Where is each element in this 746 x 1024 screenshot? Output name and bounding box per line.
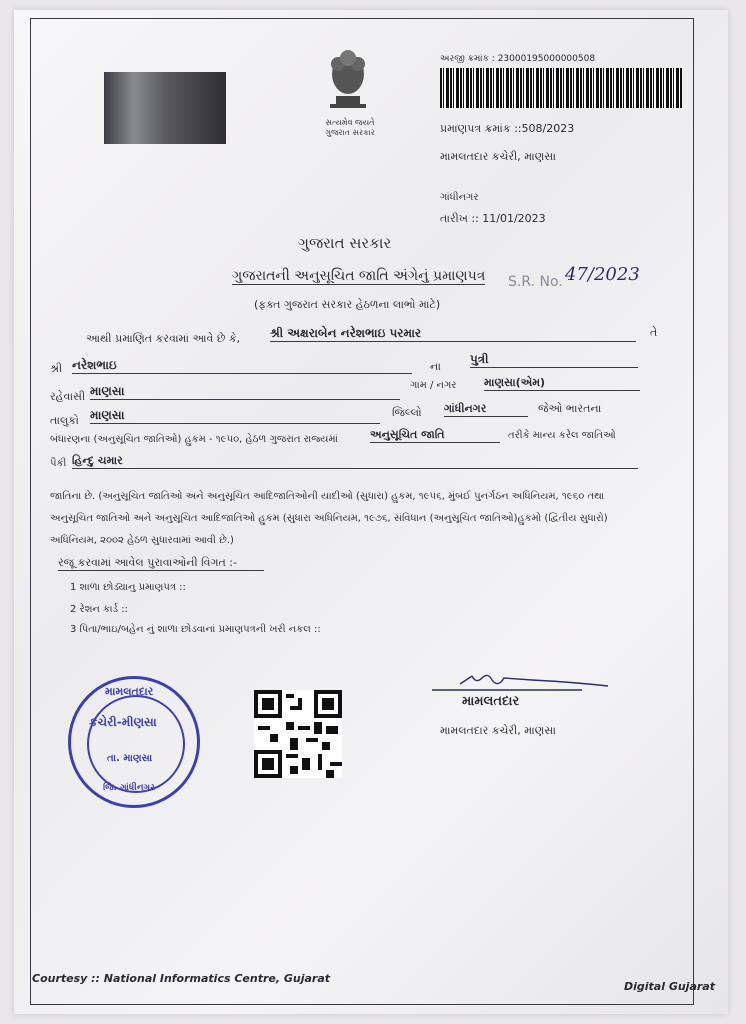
resident-value: માણસા <box>90 384 400 400</box>
signature-scribble <box>432 670 612 696</box>
application-number: અરજી ક્રમાંક : 23000195000000508 <box>440 54 596 64</box>
caste-value: હિન્દુ ચમાર <box>72 454 638 469</box>
village-label: ગામ / નગર <box>410 380 457 391</box>
barcode <box>440 68 682 108</box>
resident-label: રહેવાસી <box>50 390 86 403</box>
emblem-caption-govt: ગુજરાત સરકાર <box>325 128 375 137</box>
footer-credit: Courtesy :: National Informatics Centre, Gujarat <box>32 972 331 985</box>
legal-paragraph: જાતિના છે. (અનુસૂચિત જાતિઓ અને અનુસૂચિત આદિજાતિઓની યાદીઓ (સુધારા) હુકમ, ૧૯૫૬, મુંબઈ પુનર્ગઠન અધિનિયમ, ૧૯૬૦ તથા અનુસૂચિત જાતિઓ અને અનુસૂચિત આદિજાતિઓ હુકમ (સુધારા અધિનિયમ, ૧૯૭૬, સંવિધાન (અનુસૂચિત જાતિઓ)હુકમો (દ્વિતીય સુધારો) અધિનિયમ, ૨૦૦૨ હેઠળ સુધારવામાં આવી છે.) <box>50 491 608 546</box>
constitution-text: બંધારણના (અનુસૂચિત જાતિઓ) હુકમ - ૧૯૫૦, હેઠળ ગુજરાત રાજ્યમાં <box>50 434 338 445</box>
na-word: ના <box>430 360 441 373</box>
national-emblem <box>316 44 380 118</box>
govt-title: ગુજરાત સરકાર <box>298 234 392 252</box>
evidence-heading: રજૂ કરવામાં આવેલ પુરાવાઓની વિગત :- <box>58 556 264 571</box>
district-value: ગાંધીનગર <box>444 402 528 417</box>
stamp-bottom-text: તા. માણસા <box>107 753 153 764</box>
category-value: અનુસૂચિત જાતિ <box>370 428 500 443</box>
footer-brand: Digital Gujarat <box>624 980 715 993</box>
district-label: જિલ્લો <box>392 406 422 419</box>
certificate-title: ગુજરાતની અનુસૂચિત જાતિ અંગેનું પ્રમાણપત્ર <box>232 268 486 284</box>
te-word: તે <box>650 326 658 339</box>
qr-code <box>254 690 342 778</box>
issue-date: તારીખ :: 11/01/2023 <box>440 212 546 225</box>
emblem-caption-motto: સત્યમેવ જયતે <box>325 118 375 127</box>
relation: પુત્રી <box>470 352 638 368</box>
certificate-subtitle: (ફક્ત ગુજરાત સરકાર હેઠળના લાભો માટે) <box>254 298 441 311</box>
evidence-item: 3 પિતા/ભાઇ/બહેન નું શાળા છોડવાનાં પ્રમાણપત્રની ખરી નકલ :: <box>70 624 321 635</box>
sr-number-handwritten: 47/2023 <box>565 264 640 285</box>
father-name: નરેશભાઇ <box>72 358 412 374</box>
header-office: મામલતદાર કચેરી, માણસા <box>440 150 556 163</box>
shri-label: શ્રી <box>50 362 63 375</box>
stamp-district-text: જિ. ગાંધીનગર <box>103 783 155 793</box>
certificate-number: પ્રમાણપત્ર ક્રમાંક ::508/2023 <box>440 122 575 135</box>
applicant-name: શ્રી અક્ષરાબેન નરેશભાઇ પરમાર <box>270 326 636 342</box>
village-value: માણસા(એમ) <box>484 376 640 391</box>
sr-number-label: S.R. No. <box>508 274 563 290</box>
taluka-label: તાલુકો <box>50 414 79 427</box>
caste-prefix: પૈકી <box>50 458 67 469</box>
signatory-designation: મામલતદાર <box>462 694 520 709</box>
jeo-text: જેઓ ભારતના <box>538 402 602 415</box>
evidence-item: 1 શાળા છોડ્યાનુ પ્રમાણપત્ર :: <box>70 582 186 593</box>
signatory-office: મામલતદાર કચેરી, માણસા <box>440 724 556 737</box>
stamp-middle-text: કચેરી-મીણસા <box>89 715 157 729</box>
certify-prefix: આથી પ્રમાણિત કરવામાં આવે છે કે, <box>86 332 241 345</box>
recognized-text: તરીકે માન્ય કરેલ જાતિઓ <box>508 430 616 441</box>
header-place: ગાંધીનગર <box>440 192 479 203</box>
stamp-top-text: મામલતદાર <box>105 685 154 698</box>
evidence-item: 2 રેશન કાર્ડ :: <box>70 604 128 615</box>
applicant-photo <box>104 72 226 144</box>
taluka-value: માણસા <box>90 408 380 424</box>
official-stamp <box>68 676 200 808</box>
emblem-caption <box>300 118 400 138</box>
